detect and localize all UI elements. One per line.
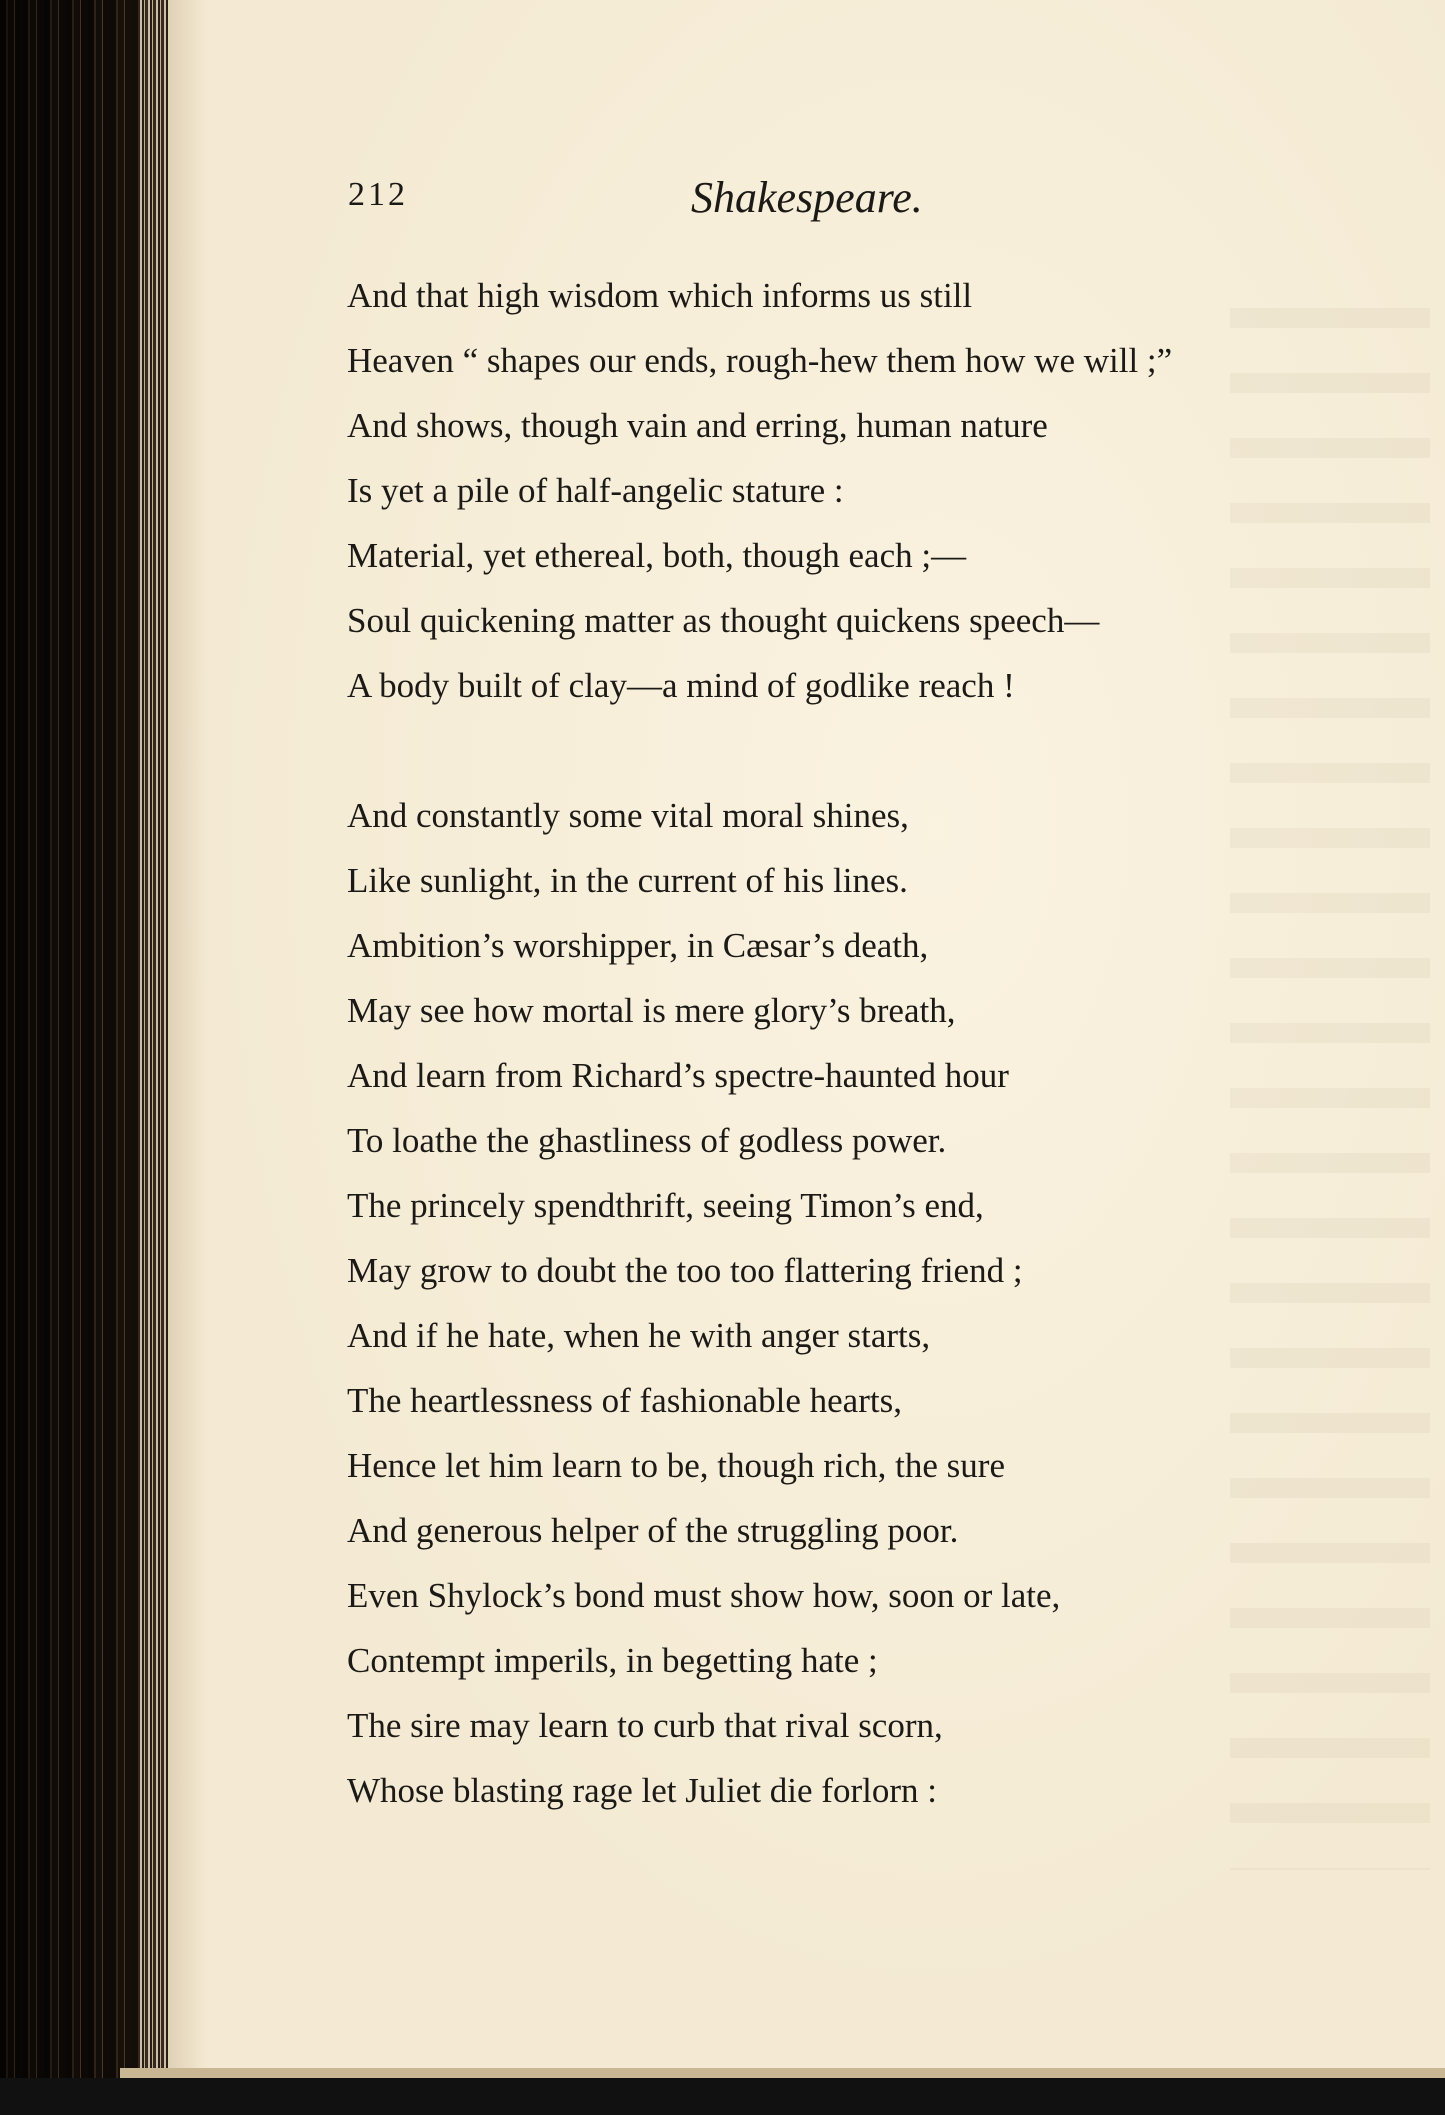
stanza bbox=[347, 788, 1347, 1828]
page-number: 212 bbox=[348, 176, 408, 213]
poem-line: The heartlessness of fashionable hearts, bbox=[347, 1381, 902, 1420]
poem-line: To loathe the ghastliness of godless power. bbox=[347, 1121, 947, 1160]
running-title: Shakespeare. bbox=[691, 173, 923, 222]
poem-line: Ambition’s worshipper, in Cæsar’s death, bbox=[347, 926, 929, 965]
poem-line: Material, yet ethereal, both, though each ;— bbox=[347, 536, 967, 575]
page-header bbox=[348, 172, 1288, 232]
poem-line: Contempt imperils, in begetting hate ; bbox=[347, 1641, 878, 1680]
poem-line: The sire may learn to curb that rival scorn, bbox=[347, 1706, 943, 1745]
stanza bbox=[347, 268, 1347, 723]
poem-line: And shows, though vain and erring, human nature bbox=[347, 406, 1048, 445]
poem-line: May grow to doubt the too too flattering friend ; bbox=[347, 1251, 1023, 1290]
poem-line: Heaven “ shapes our ends, rough-hew them how we will ;” bbox=[347, 341, 1173, 380]
poem-line: And that high wisdom which informs us still bbox=[347, 276, 973, 315]
page-stack-edge bbox=[140, 0, 168, 2115]
poem-line: Whose blasting rage let Juliet die forlorn : bbox=[347, 1771, 937, 1810]
poem-line: Hence let him learn to be, though rich, the sure bbox=[347, 1446, 1005, 1485]
poem-line: A body built of clay—a mind of godlike reach ! bbox=[347, 666, 1015, 705]
poem-line: And learn from Richard’s spectre-haunted hour bbox=[347, 1056, 1009, 1095]
poem-line: The princely spendthrift, seeing Timon’s end, bbox=[347, 1186, 984, 1225]
poem-line: Like sunlight, in the current of his lines. bbox=[347, 861, 908, 900]
poem-line: And if he hate, when he with anger starts, bbox=[347, 1316, 931, 1355]
poem-body bbox=[347, 268, 1347, 1828]
poem-line: And constantly some vital moral shines, bbox=[347, 796, 909, 835]
stanza-break bbox=[347, 723, 1347, 788]
poem-line: May see how mortal is mere glory’s breath, bbox=[347, 991, 956, 1030]
poem-line: And generous helper of the struggling poor. bbox=[347, 1511, 959, 1550]
poem-line: Soul quickening matter as thought quickens speech— bbox=[347, 601, 1100, 640]
poem-line: Is yet a pile of half-angelic stature : bbox=[347, 471, 844, 510]
poem-line: Even Shylock’s bond must show how, soon or late, bbox=[347, 1576, 1061, 1615]
